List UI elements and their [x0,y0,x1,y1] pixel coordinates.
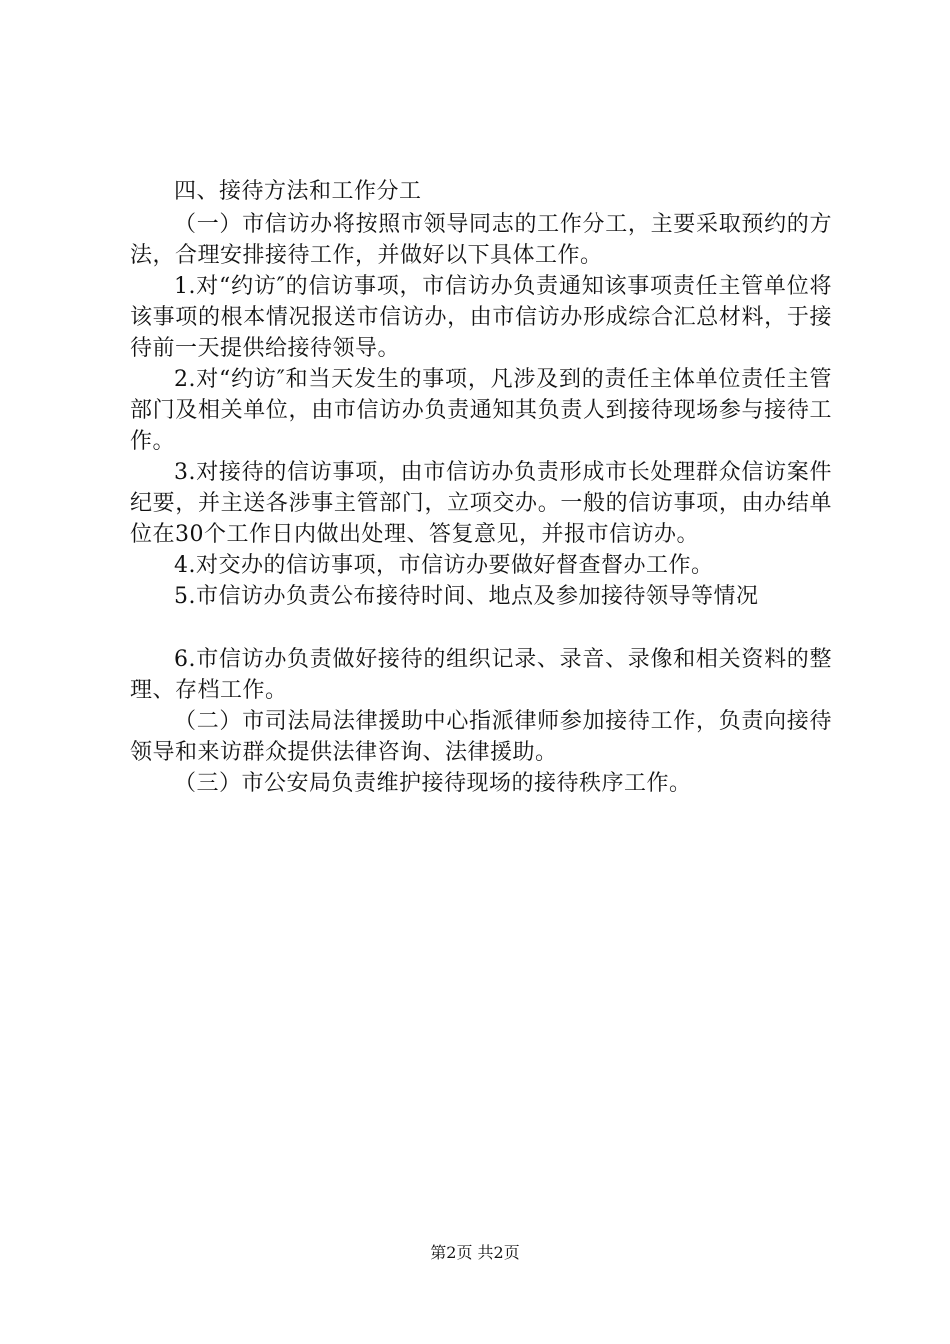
paragraph-3: 2.对“约访″和当天发生的事项，凡涉及到的责任主体单位责任主管部门及相关单位，由市信访办负责通知其负责人到接待现场参与接待工作。 [130,367,832,454]
paragraph-7: 6.市信访办负责做好接待的组织记录、录音、录像和相关资料的整理、存档工作。 [130,647,832,703]
page-footer [0,1243,950,1263]
paragraph-2: 1.对“约访″的信访事项，市信访办负责通知该事项责任主管单位将该事项的根本情况报送市信访办，由市信访办形成综合汇总材料，于接待前一天提供给接待领导。 [130,274,832,361]
paragraph-1: （一）市信访办将按照市领导同志的工作分工，主要采取预约的方法，合理安排接待工作，并做好以下具体工作。 [130,212,832,268]
document-body [130,176,832,799]
paragraph-5: 4.对交办的信访事项，市信访办要做好督查督办工作。 [174,553,714,578]
paragraph-9: （三）市公安局负责维护接待现场的接待秩序工作。 [174,771,692,796]
paragraph-4: 3.对接待的信访事项，由市信访办负责形成市长处理群众信访案件纪要，并主送各涉事主管部门，立项交办。一般的信访事项，由办结单位在30个工作日内做出处理、答复意见，并报市信访办。 [130,460,832,547]
page-number-label: 第2页 共2页 [430,1243,520,1262]
section-heading: 四、接待方法和工作分工 [174,179,422,204]
paragraph-6: 5.市信访办负责公布接待时间、地点及参加接待领导等情况 [174,584,759,609]
paragraph-8: （二）市司法局法律援助中心指派律师参加接待工作，负责向接待领导和来访群众提供法律咨询、法律援助。 [130,709,832,765]
